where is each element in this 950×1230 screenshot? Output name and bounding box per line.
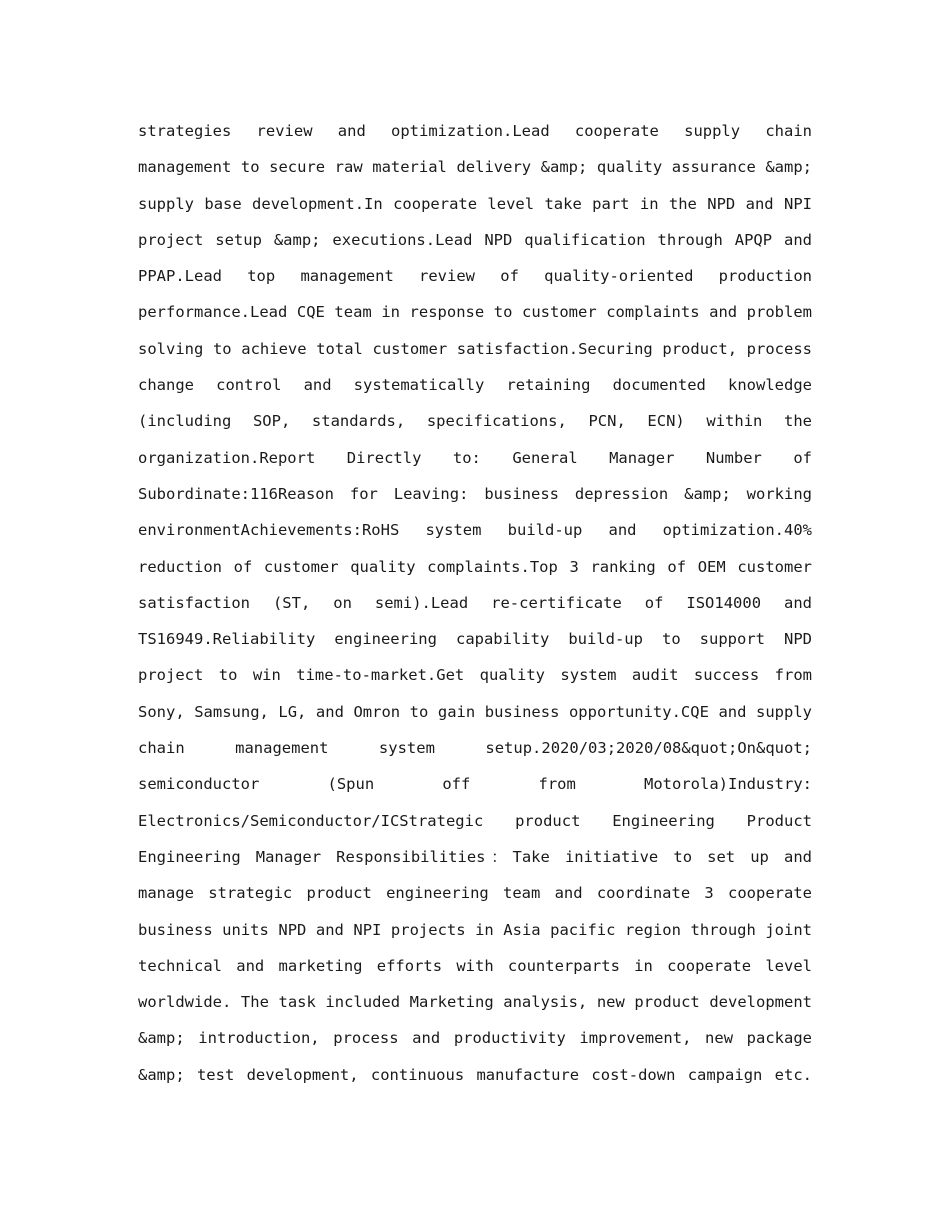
text-line: TS16949.Reliability engineering capability build-up to support NPD [138, 630, 812, 649]
text-line: PPAP.Lead top management review of quality-oriented production [138, 267, 812, 286]
body-text [138, 113, 812, 1093]
text-line: &amp; test development, continuous manufacture cost-down campaign etc. [138, 1065, 812, 1084]
text-line: reduction of customer quality complaints.Top 3 ranking of OEM customer [138, 557, 812, 576]
text-line: Engineering Manager Responsibilities：Take initiative to set up and [138, 847, 812, 866]
text-line: project to win time-to-market.Get quality system audit success from [138, 666, 812, 685]
text-line: management to secure raw material delivery &amp; quality assurance &amp; [138, 158, 812, 177]
text-line: Sony, Samsung, LG, and Omron to gain business opportunity.CQE and supply [138, 702, 812, 721]
text-line: strategies review and optimization.Lead cooperate supply chain [138, 122, 812, 140]
text-line: organization.Report Directly to: General Manager Number of [138, 448, 812, 467]
text-line: &amp; introduction, process and productivity improvement, new package [138, 1029, 812, 1048]
text-line: worldwide. The task included Marketing analysis, new product development [138, 993, 812, 1012]
text-line: performance.Lead CQE team in response to customer complaints and problem [138, 303, 812, 322]
text-line: Electronics/Semiconductor/ICStrategic product Engineering Product [138, 811, 812, 830]
text-line: satisfaction (ST, on semi).Lead re-certificate of ISO14000 and [138, 593, 812, 612]
text-line: project setup &amp; executions.Lead NPD qualification through APQP and [138, 230, 812, 249]
text-line: Subordinate:116Reason for Leaving: business depression &amp; working [138, 484, 812, 503]
text-line: supply base development.In cooperate level take part in the NPD and NPI [138, 194, 812, 213]
text-line: chain management system setup.2020/03;2020/08&quot;On&quot; [138, 739, 812, 758]
text-line: semiconductor (Spun off from Motorola)Industry: [138, 775, 812, 794]
text-line: environmentAchievements:RoHS system build-up and optimization.40% [138, 521, 812, 540]
text-line: manage strategic product engineering team and coordinate 3 cooperate [138, 884, 812, 903]
text-line: (including SOP, standards, specifications, PCN, ECN) within the [138, 412, 812, 431]
text-line: business units NPD and NPI projects in Asia pacific region through joint [138, 920, 812, 939]
text-line: solving to achieve total customer satisfaction.Securing product, process [138, 339, 812, 358]
text-line: change control and systematically retaining documented knowledge [138, 376, 812, 395]
text-line: technical and marketing efforts with counterparts in cooperate level [138, 956, 812, 975]
